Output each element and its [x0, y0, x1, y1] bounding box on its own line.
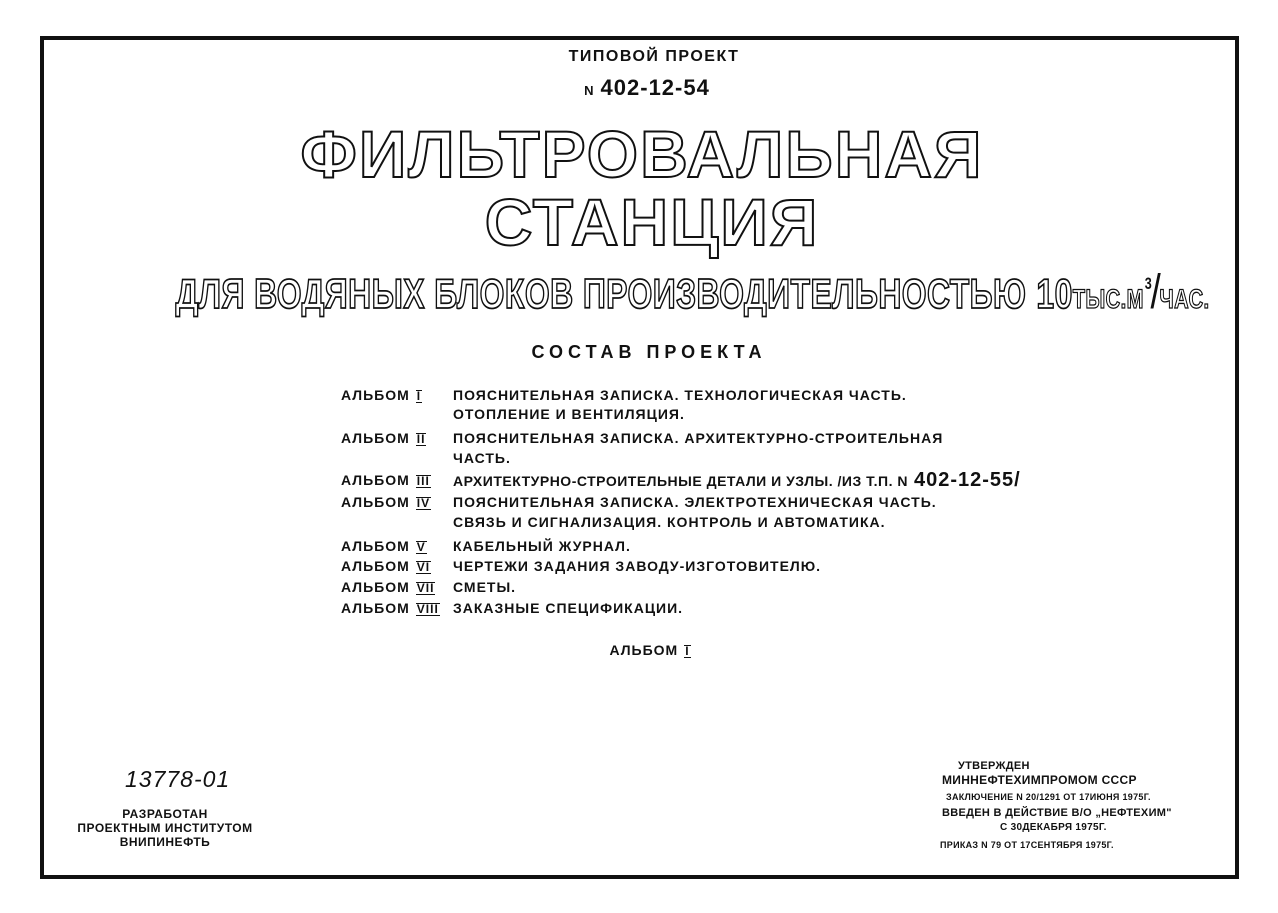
project-type-label: ТИПОВОЙ ПРОЕКТ	[568, 48, 740, 65]
album-numeral: II	[416, 432, 426, 446]
album-label	[341, 558, 431, 574]
album-word: АЛЬБОМ	[341, 494, 410, 510]
album-numeral: I	[416, 389, 422, 403]
album-description: ЗАКАЗНЫЕ СПЕЦИФИКАЦИИ.	[453, 600, 684, 616]
subtitle-text: ДЛЯ ВОДЯНЫХ БЛОКОВ ПРОИЗВОДИТЕЛЬНОСТЬЮ	[175, 271, 1027, 318]
album-word: АЛЬБОМ	[341, 472, 410, 488]
subtitle	[77, 265, 1277, 319]
album-row-continuation	[0, 450, 1278, 466]
developer-line-1: РАЗРАБОТАН	[122, 807, 208, 821]
title-line-1: ФИЛЬТРОВАЛЬНАЯ	[300, 117, 984, 191]
capacity-value: 10	[1036, 271, 1073, 318]
album-description-text: АРХИТЕКТУРНО-СТРОИТЕЛЬНЫЕ ДЕТАЛИ И УЗЛЫ. /ИЗ Т.П. N	[453, 473, 908, 489]
number-sign: N	[584, 83, 595, 98]
approval-line-6: ПРИКАЗ N 79 ОТ 17СЕНТЯБРЯ 1975Г.	[940, 840, 1114, 850]
album-description: ЧЕРТЕЖИ ЗАДАНИЯ ЗАВОДУ-ИЗГОТОВИТЕЛЮ.	[453, 558, 822, 574]
album-label	[341, 600, 440, 616]
album-row	[0, 430, 1278, 446]
album-description	[453, 469, 1021, 491]
album-word: АЛЬБОМ	[341, 579, 410, 595]
album-label	[341, 387, 422, 403]
album-numeral: VII	[416, 581, 435, 595]
subtitle-text-group	[175, 265, 1210, 325]
developer-line-2: ПРОЕКТНЫМ ИНСТИТУТОМ	[77, 821, 253, 835]
album-description: ПОЯСНИТЕЛЬНАЯ ЗАПИСКА. АРХИТЕКТУРНО-СТРОИТЕЛЬНАЯ	[453, 430, 944, 446]
number-value: 402-12-54	[600, 75, 710, 100]
album-description: ПОЯСНИТЕЛЬНАЯ ЗАПИСКА. ТЕХНОЛОГИЧЕСКАЯ ЧАСТЬ.	[453, 387, 907, 403]
album-numeral: IV	[416, 496, 431, 510]
album-description: СВЯЗЬ И СИГНАЛИЗАЦИЯ. КОНТРОЛЬ И АВТОМАТИКА.	[453, 514, 886, 530]
album-label	[341, 538, 427, 554]
album-word: АЛЬБОМ	[341, 387, 410, 403]
album-label	[341, 430, 426, 446]
album-word: АЛЬБОМ	[341, 558, 410, 574]
album-numeral: VI	[416, 560, 431, 574]
album-description: ОТОПЛЕНИЕ И ВЕНТИЛЯЦИЯ.	[453, 406, 685, 422]
album-description: КАБЕЛЬНЫЙ ЖУРНАЛ.	[453, 538, 631, 554]
unit-power: 3	[1144, 274, 1153, 294]
album-row	[0, 387, 1278, 403]
approval-line-1: УТВЕРЖДЕН	[958, 760, 1030, 772]
album-row	[0, 538, 1278, 554]
approval-line-4: ВВЕДЕН В ДЕЙСТВИЕ В/О „НЕФТЕХИМ"	[942, 807, 1172, 819]
developer-line-3: ВНИПИНЕФТЬ	[119, 835, 211, 849]
unit-separator: /	[1150, 265, 1162, 319]
album-row-continuation	[0, 406, 1278, 422]
album-numeral: VIII	[416, 602, 439, 616]
capacity-unit: ТЫС.М	[1072, 284, 1144, 315]
approval-line-2: МИННЕФТЕХИМПРОМОМ СССР	[942, 773, 1137, 787]
album-description: СМЕТЫ.	[453, 579, 517, 595]
album-label	[341, 472, 431, 488]
reference-project-number: 402-12-55/	[913, 469, 1021, 491]
album-row	[0, 600, 1278, 616]
unit-time: ЧАС.	[1159, 284, 1210, 315]
album-row	[0, 558, 1278, 574]
approval-line-5: С 30ДЕКАБРЯ 1975Г.	[1000, 822, 1107, 833]
contents-heading: СОСТАВ ПРОЕКТА	[531, 342, 767, 362]
album-row	[0, 579, 1278, 595]
approval-line-3: ЗАКЛЮЧЕНИЕ N 20/1291 ОТ 17ИЮНЯ 1975Г.	[946, 792, 1151, 802]
album-word: АЛЬБОМ	[609, 642, 679, 658]
album-word: АЛЬБОМ	[341, 600, 410, 616]
album-description: ПОЯСНИТЕЛЬНАЯ ЗАПИСКА. ЭЛЕКТРОТЕХНИЧЕСКАЯ ЧАСТЬ.	[453, 494, 937, 510]
album-word: АЛЬБОМ	[341, 430, 410, 446]
album-row	[0, 469, 1278, 491]
title-line-2: СТАНЦИЯ	[484, 185, 820, 259]
album-numeral: III	[416, 474, 430, 488]
album-description: ЧАСТЬ.	[453, 450, 511, 466]
album-word: АЛЬБОМ	[341, 538, 410, 554]
current-album-numeral: I	[685, 644, 690, 658]
album-numeral: V	[416, 540, 426, 554]
project-number	[400, 77, 894, 102]
album-row	[0, 494, 1278, 510]
inventory-code: 13778-01	[125, 766, 231, 792]
album-label	[341, 579, 435, 595]
current-album-label	[100, 642, 1200, 658]
album-label	[341, 494, 431, 510]
album-row-continuation	[0, 514, 1278, 530]
